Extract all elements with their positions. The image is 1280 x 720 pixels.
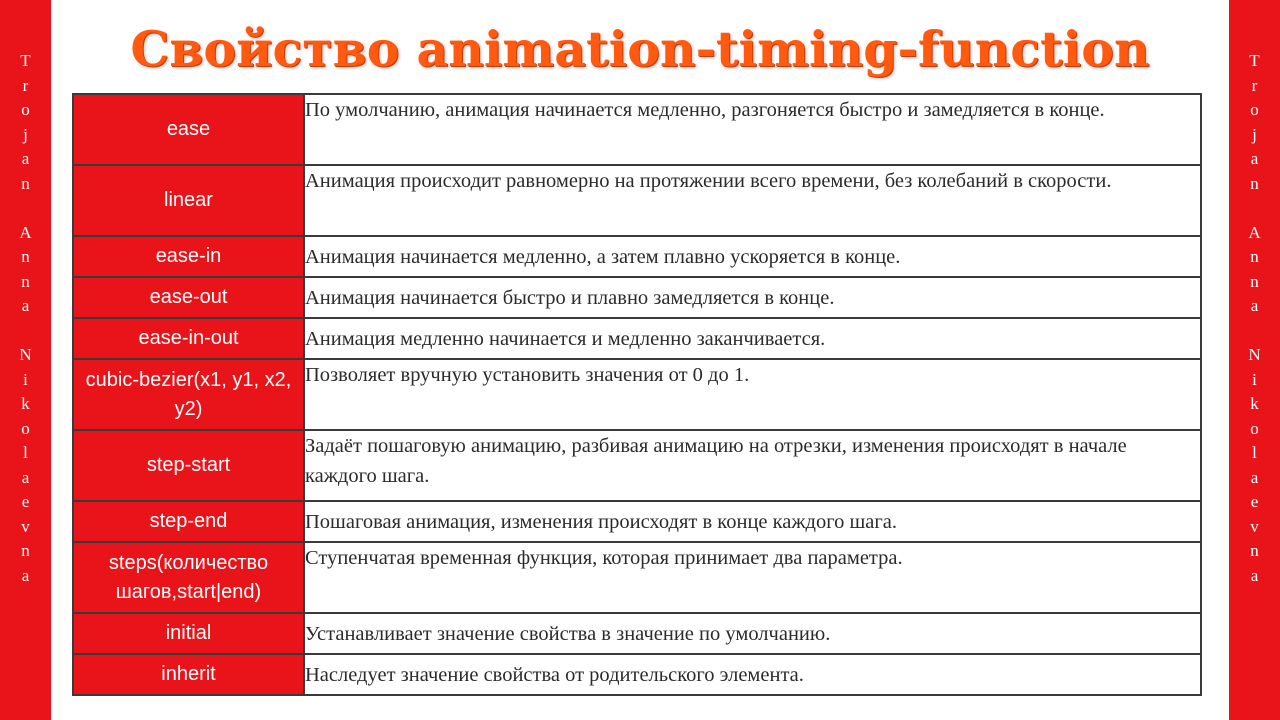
side-letter: j: [23, 124, 28, 144]
page-title: Свойство animation-timing-function: [130, 20, 1150, 78]
side-letter: n: [21, 173, 30, 193]
table-row: [73, 236, 1201, 277]
value-name-cell: cubic-bezier(x1, y1, x2, y2): [73, 359, 304, 430]
side-letter: N: [1248, 345, 1261, 364]
side-letter: [1229, 196, 1280, 221]
side-letter: j: [1252, 124, 1257, 144]
table-row: [73, 94, 1201, 165]
side-letter: n: [1250, 541, 1259, 560]
description-cell: Наследует значение свойства от родительского элемента.: [304, 654, 1201, 695]
table-row: [73, 501, 1201, 542]
value-name-cell: initial: [73, 613, 304, 654]
side-letter: a: [1250, 149, 1259, 168]
table-row: [73, 654, 1201, 695]
side-letter: i: [1252, 369, 1257, 389]
side-letter: o: [1250, 100, 1259, 119]
description-cell: Анимация начинается медленно, а затем плавно ускоряется в конце.: [304, 236, 1201, 277]
right-side-band: [1229, 0, 1280, 720]
table-row: [73, 542, 1201, 613]
table-row: [73, 277, 1201, 318]
description-cell: Задаёт пошаговую анимацию, разбивая анимацию на отрезки, изменения происходят в начале каждого шага.: [304, 430, 1201, 501]
side-letter: A: [1248, 222, 1261, 242]
side-letter: a: [1250, 296, 1259, 315]
side-letter: o: [21, 418, 30, 438]
value-name-cell: ease-out: [73, 277, 304, 318]
side-letter: l: [1252, 443, 1257, 462]
value-name-cell: inherit: [73, 654, 304, 695]
side-letter: v: [1250, 516, 1259, 536]
description-cell: Устанавливает значение свойства в значение по умолчанию.: [304, 613, 1201, 654]
side-letter: T: [1249, 51, 1260, 70]
value-name-cell: ease-in: [73, 236, 304, 277]
side-letter: o: [21, 100, 30, 119]
side-letter: k: [1250, 394, 1259, 413]
value-name-cell: steps(количество шагов,start|end): [73, 542, 304, 613]
side-letter: e: [21, 492, 30, 511]
side-letter: [0, 196, 51, 221]
side-letter: T: [20, 51, 31, 70]
table-row: [73, 165, 1201, 236]
side-letter: l: [23, 443, 28, 462]
side-letter: [0, 319, 51, 344]
side-letter: n: [21, 541, 30, 560]
side-letter: o: [1250, 418, 1259, 438]
side-letter: k: [21, 394, 30, 413]
description-cell: Анимация медленно начинается и медленно заканчивается.: [304, 318, 1201, 359]
side-letter: n: [1250, 247, 1259, 266]
description-cell: Ступенчатая временная функция, которая принимает два параметра.: [304, 542, 1201, 613]
side-letter: [1229, 319, 1280, 344]
side-letter: n: [1250, 173, 1259, 193]
side-letter: a: [21, 296, 30, 315]
side-letter: N: [19, 345, 32, 364]
side-letter: a: [1250, 467, 1259, 487]
side-letter: i: [23, 369, 28, 389]
value-name-cell: step-end: [73, 501, 304, 542]
description-cell: Пошаговая анимация, изменения происходят в конце каждого шага.: [304, 501, 1201, 542]
value-name-cell: ease: [73, 94, 304, 165]
side-letter: A: [19, 222, 32, 242]
side-letter: n: [1250, 271, 1259, 291]
value-name-cell: step-start: [73, 430, 304, 501]
side-letter: v: [21, 516, 30, 536]
description-cell: Позволяет вручную установить значения от 0 до 1.: [304, 359, 1201, 430]
table-row: [73, 359, 1201, 430]
left-side-band: [0, 0, 51, 720]
table-row: [73, 430, 1201, 501]
table-row: [73, 613, 1201, 654]
description-cell: Анимация начинается быстро и плавно замедляется в конце.: [304, 277, 1201, 318]
description-cell: По умолчанию, анимация начинается медленно, разгоняется быстро и замедляется в конце.: [304, 94, 1201, 165]
side-letter: a: [21, 149, 30, 168]
side-letter: a: [1250, 565, 1259, 585]
value-name-cell: linear: [73, 165, 304, 236]
description-cell: Анимация происходит равномерно на протяжении всего времени, без колебаний в скорости.: [304, 165, 1201, 236]
timing-function-table: [72, 93, 1202, 696]
side-letter: n: [21, 271, 30, 291]
side-letter: r: [1251, 75, 1258, 95]
side-letter: a: [21, 565, 30, 585]
table-row: [73, 318, 1201, 359]
value-name-cell: ease-in-out: [73, 318, 304, 359]
side-letter: a: [21, 467, 30, 487]
side-letter: r: [22, 75, 29, 95]
side-letter: e: [1250, 492, 1259, 511]
side-letter: n: [21, 247, 30, 266]
